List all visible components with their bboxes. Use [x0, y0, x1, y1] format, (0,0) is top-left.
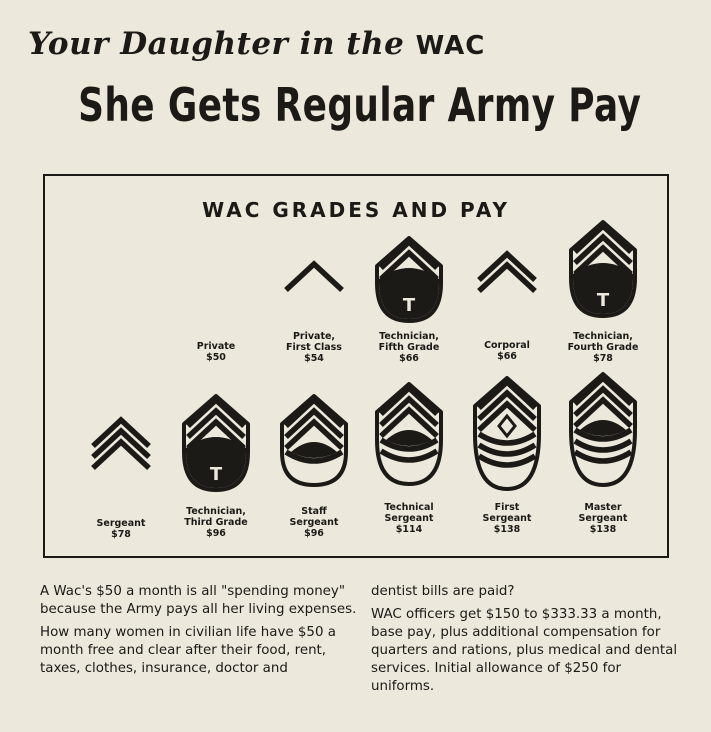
- grade-pay: $54: [304, 353, 324, 364]
- insignia-private-firstclass-icon: [279, 258, 349, 298]
- tech-letter: T: [402, 295, 416, 316]
- insignia-10-svg: [568, 372, 638, 489]
- grade-name: Sergeant: [578, 513, 628, 524]
- insignia-technician-fifthgrade-icon: [374, 236, 444, 325]
- body-column-left: [40, 583, 358, 683]
- body-column-right: [371, 583, 681, 701]
- insignia-4-svg: [568, 220, 638, 320]
- paragraph-dentist-bills: dentist bills are paid?: [371, 584, 515, 599]
- insignia-sergeant--icon: [86, 414, 156, 476]
- grade-label: [259, 506, 369, 539]
- grade-name: Master: [584, 502, 622, 513]
- insignia-staff-sergeant-icon: [279, 394, 349, 489]
- grade-name: Fifth Grade: [378, 342, 440, 353]
- insignia-5-svg: [86, 414, 156, 476]
- grade-name: Fourth Grade: [567, 342, 639, 353]
- insignia-6-svg: [181, 394, 251, 494]
- grade-name: First: [494, 502, 520, 513]
- tech-letter: T: [209, 464, 223, 485]
- grade-label: [354, 502, 464, 535]
- grade-name: Technician,: [186, 506, 246, 517]
- grade-pay: $66: [497, 351, 517, 362]
- grade-pay: $96: [304, 528, 324, 539]
- insignia-2-svg: [374, 236, 444, 325]
- insignia-1-svg: [279, 258, 349, 298]
- grade-name: Sergeant: [482, 513, 532, 524]
- grade-label: [161, 506, 271, 539]
- grade-pay: $114: [395, 524, 423, 535]
- grade-name: Sergeant: [289, 517, 339, 528]
- grade-pay: $138: [493, 524, 521, 535]
- kicker-line: [28, 26, 485, 62]
- insignia-technical-sergeant-icon: [374, 382, 444, 488]
- grade-label: [354, 331, 464, 364]
- headline: She Gets Regular Army Pay: [78, 78, 642, 132]
- grade-name: Private,: [292, 331, 336, 342]
- insignia-technician-thirdgrade-icon: [181, 394, 251, 494]
- insignia-master-sergeant-icon: [568, 372, 638, 489]
- kicker-script-text: Your Daughter in the: [28, 26, 405, 62]
- paragraph-officers-pay: WAC officers get $150 to $333.33 a month, base pay, plus additional compensation for quarters and rations, plus medical and dental services. Initial allowance of $250 for uniforms.: [371, 607, 678, 694]
- insignia-technician-fourthgrade-icon: [568, 220, 638, 320]
- grade-name: Sergeant: [384, 513, 434, 524]
- tech-letter: T: [596, 290, 610, 311]
- grade-label: [452, 502, 562, 535]
- grade-pay: $138: [589, 524, 617, 535]
- grade-pay: $50: [206, 352, 226, 363]
- grade-label: [161, 341, 271, 363]
- grade-label: [548, 502, 658, 535]
- insignia-9-svg: [472, 376, 542, 493]
- grade-label: [452, 340, 562, 362]
- grade-name: Private: [196, 341, 236, 352]
- grade-name: Staff: [301, 506, 327, 517]
- grades-pay-chart: [43, 174, 669, 558]
- insignia-3-svg: [472, 248, 542, 299]
- grade-label: [548, 331, 658, 364]
- paragraph-spending-money: A Wac's $50 a month is all "spending money" because the Army pays all her living expenses.: [40, 584, 357, 617]
- grade-name: Sergeant: [96, 518, 146, 529]
- insignia-corporal--icon: [472, 248, 542, 299]
- chart-title: WAC GRADES AND PAY: [202, 198, 510, 222]
- paragraph-civilian-life: How many women in civilian life have $50 a month free and clear after their food, rent, taxes, clothes, insurance, doctor and: [40, 625, 336, 676]
- grade-label: [66, 518, 176, 540]
- grade-name: Third Grade: [184, 517, 248, 528]
- grade-pay: $66: [399, 353, 419, 364]
- grade-pay: $78: [111, 529, 131, 540]
- grade-name: Technician,: [573, 331, 633, 342]
- grade-label: [259, 331, 369, 364]
- grade-pay: $96: [206, 528, 226, 539]
- grade-name: Technical: [384, 502, 434, 513]
- grade-name: Corporal: [484, 340, 530, 351]
- grade-name: Technician,: [379, 331, 439, 342]
- grade-name: First Class: [286, 342, 342, 353]
- insignia-first-sergeant-icon: [472, 376, 542, 493]
- insignia-8-svg: [374, 382, 444, 488]
- grade-pay: $78: [593, 353, 613, 364]
- kicker-wac-text: WAC: [415, 31, 486, 61]
- insignia-7-svg: [279, 394, 349, 489]
